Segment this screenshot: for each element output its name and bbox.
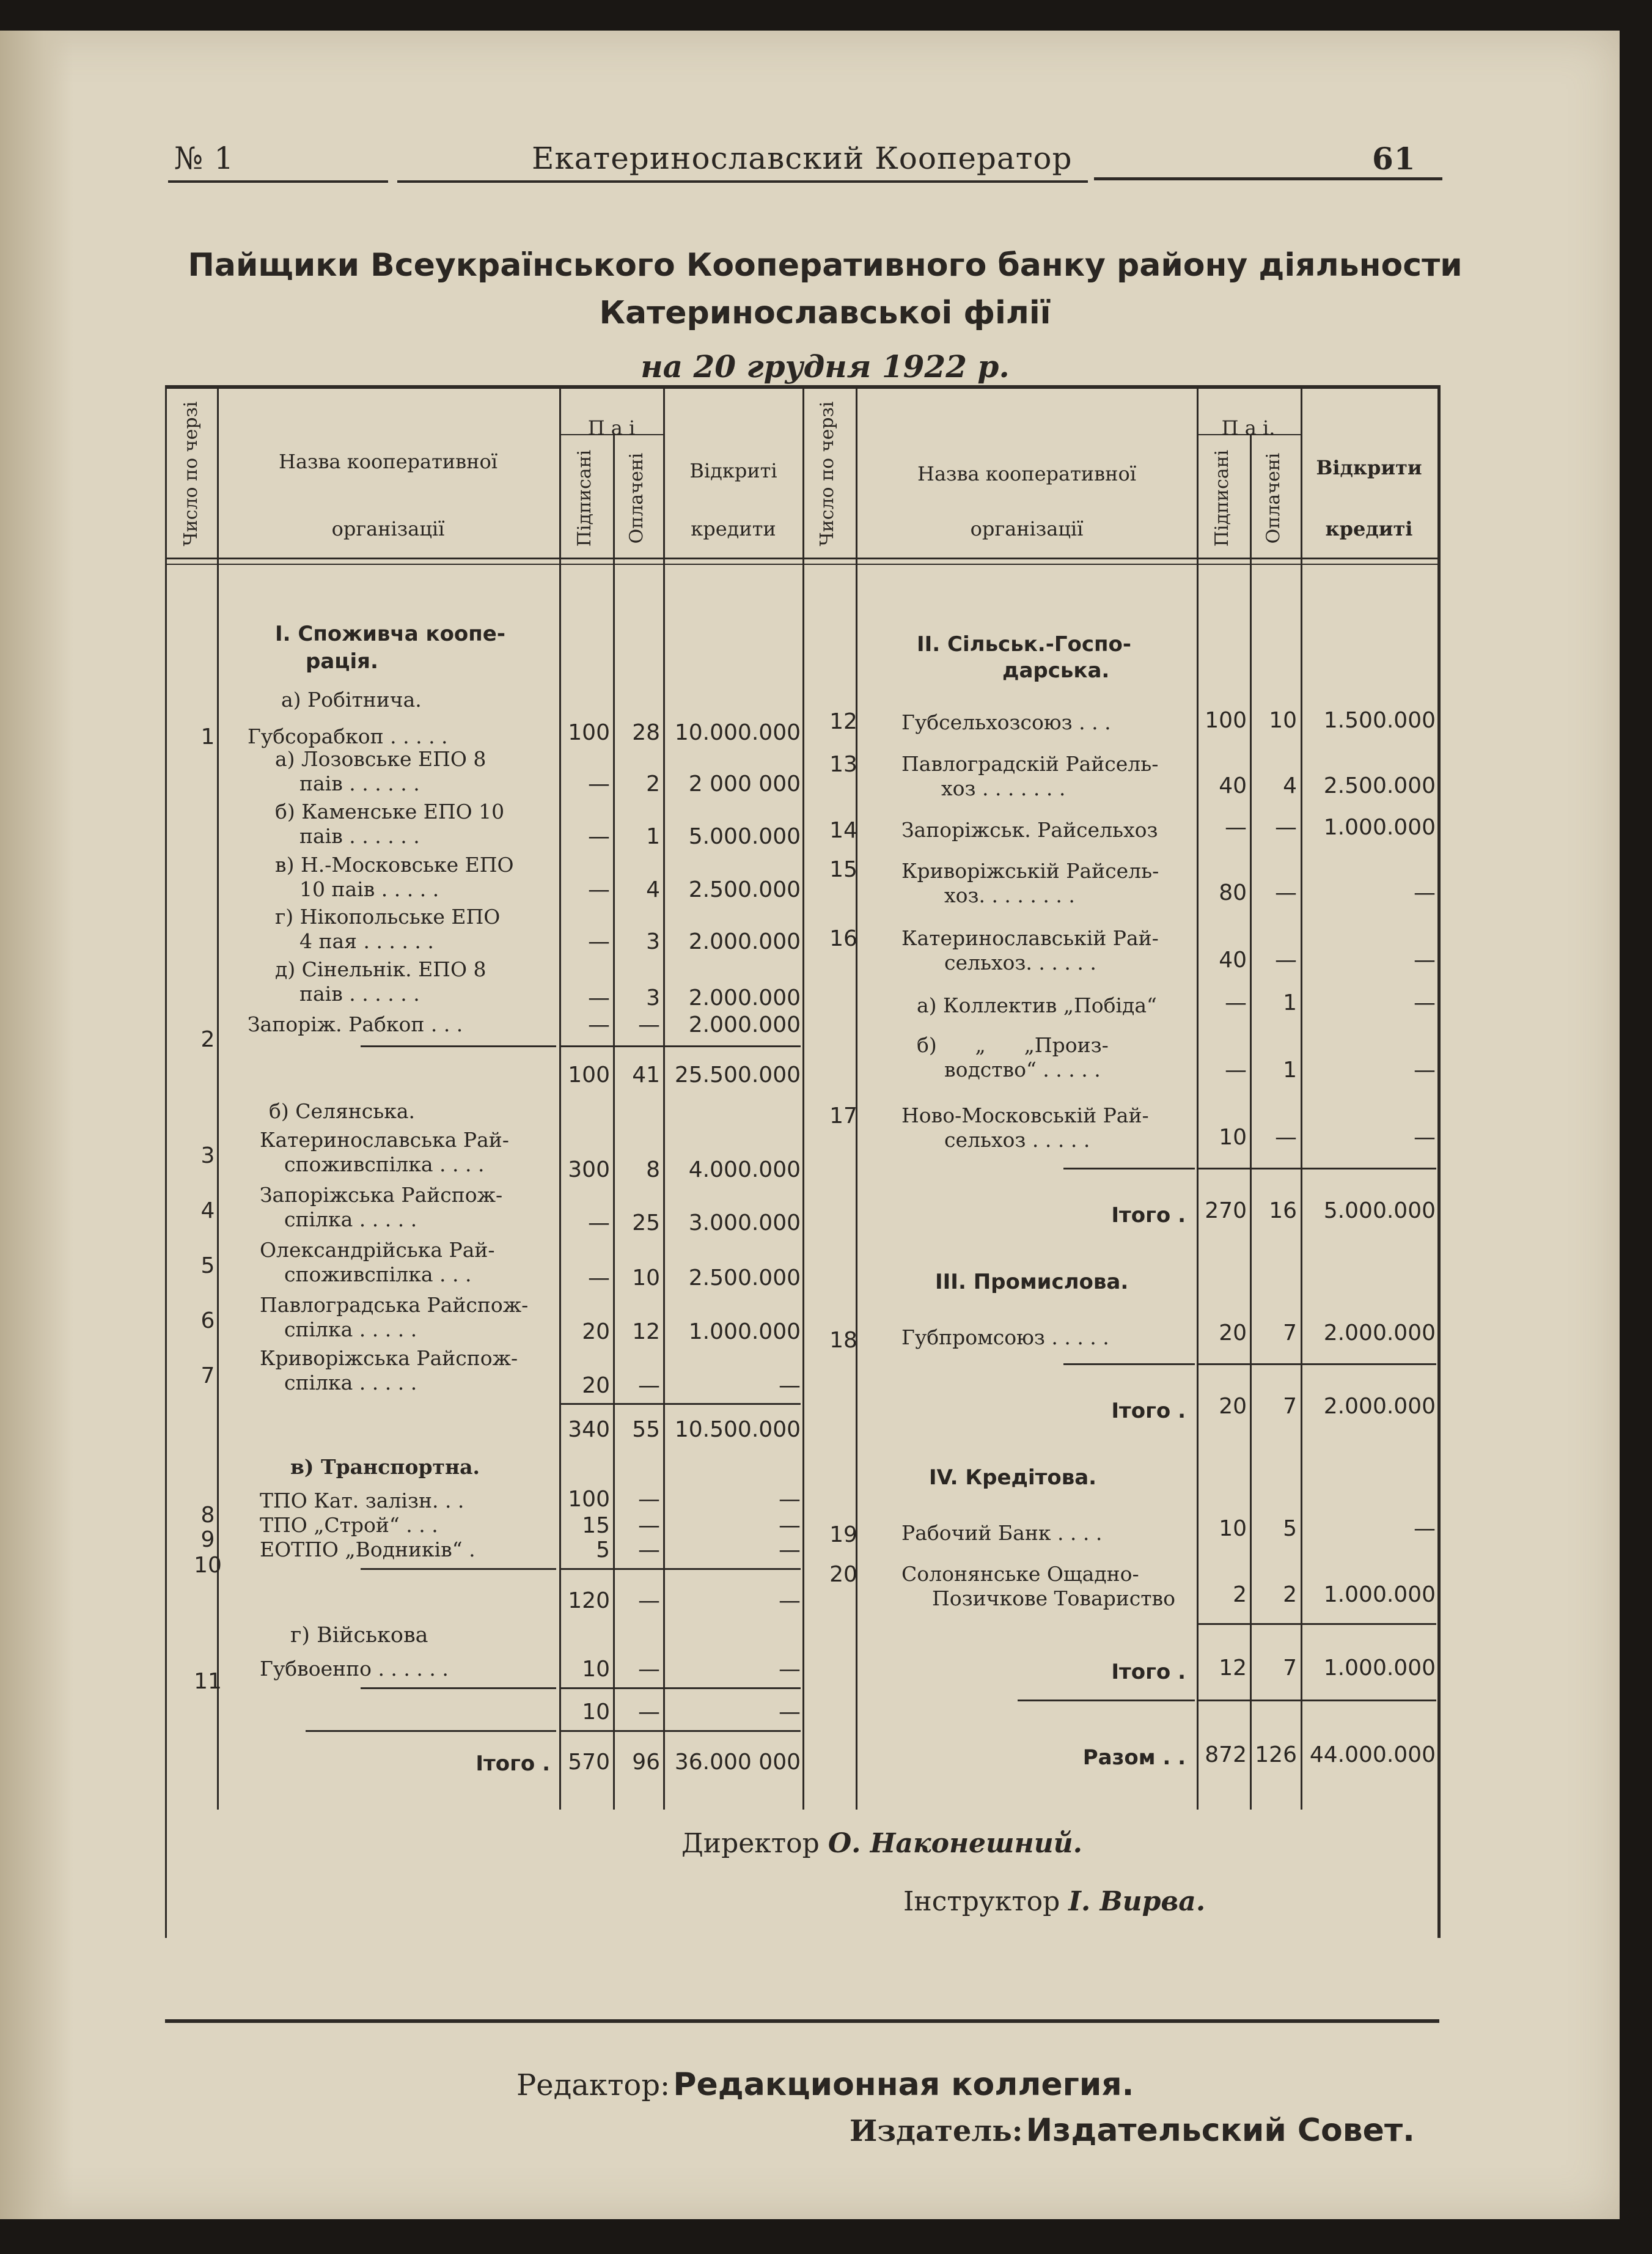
subtotal-paid: — — [638, 1588, 660, 1613]
grand-total-credits: 44.000.000 — [1309, 1742, 1436, 1767]
subtotal-subscribed: 340 — [568, 1417, 610, 1442]
org-name: Катеринославській Рай- — [901, 926, 1159, 950]
subsection-heading: г) Військова — [290, 1623, 428, 1648]
subtotal-credits: — — [779, 1588, 801, 1613]
org-name: споживспілка . . . . — [284, 1152, 485, 1176]
col-shares-header: П а і. — [1221, 416, 1276, 440]
publisher-name: Издательский Совет. — [1026, 2112, 1415, 2149]
total-label: Ітого . — [475, 1751, 550, 1776]
cell-subscribed: — — [588, 1210, 610, 1236]
subsection-heading: а) Робітнича. — [281, 688, 422, 712]
row-number: 7 — [200, 1363, 215, 1388]
col-num-header: Число по черзі — [817, 401, 838, 547]
row-number: 3 — [200, 1143, 215, 1168]
cell-credits: 1.500.000 — [1323, 708, 1436, 733]
total-rule — [1198, 1700, 1436, 1701]
subtotal-credits: 10.500.000 — [674, 1417, 801, 1442]
total-rule — [1063, 1363, 1195, 1365]
cell-subscribed: 80 — [1219, 880, 1247, 905]
subtotal-rule — [361, 1045, 556, 1047]
cell-paid: 4 — [646, 877, 660, 902]
page-spine-shadow — [0, 31, 73, 2219]
cell-credits: — — [779, 1513, 801, 1538]
cell-subscribed: 10 — [1219, 1125, 1247, 1150]
cell-credits: 2.000.000 — [688, 929, 801, 954]
cell-paid: — — [638, 1513, 660, 1538]
org-name: а) Лозовське ЕПО 8 — [275, 747, 486, 771]
director-signature — [681, 1828, 1082, 1859]
org-name: споживспілка . . . — [284, 1262, 472, 1286]
total-rule — [306, 1730, 556, 1732]
cell-credits: — — [1414, 1058, 1436, 1083]
cell-credits: 1.000.000 — [1323, 815, 1436, 840]
cell-credits: 2.000.000 — [688, 985, 801, 1011]
col-credits-header: Відкрити — [1316, 456, 1422, 479]
org-name: ЕОТПО „Водників“ . — [260, 1538, 475, 1561]
cell-subscribed: — — [588, 1012, 610, 1037]
cell-paid: — — [638, 1538, 660, 1563]
footer-rule — [165, 2019, 1439, 2023]
cell-paid: 12 — [632, 1319, 660, 1344]
section-heading: III. Промислова. — [935, 1270, 1129, 1294]
cell-paid: — — [638, 1373, 660, 1398]
total-rule — [1063, 1168, 1195, 1169]
row-number: 12 — [829, 709, 857, 734]
cell-credits: — — [1414, 1125, 1436, 1150]
cell-credits: 2 000 000 — [688, 772, 801, 797]
header-rule — [1094, 177, 1442, 180]
total-rule — [1198, 1623, 1436, 1625]
org-name: 4 пая . . . . . . — [299, 929, 434, 953]
subsection-heading: в) Транспортна. — [290, 1455, 480, 1479]
col-credits-header: кредиті — [1325, 517, 1413, 540]
org-name: б) Каменське ЕПО 10 — [275, 800, 505, 823]
subtotal-credits: — — [779, 1700, 801, 1725]
org-name: в) Н.-Московське ЕПО — [275, 853, 514, 877]
org-name: спілка . . . . . — [284, 1317, 417, 1341]
subtotal-paid: 41 — [632, 1063, 660, 1088]
cell-credits: 4.000.000 — [688, 1157, 801, 1182]
cell-paid: — — [1275, 948, 1297, 973]
cell-subscribed: 20 — [582, 1319, 610, 1344]
grand-total-paid: 126 — [1255, 1742, 1297, 1767]
org-name: Позичкове Товариство — [932, 1586, 1175, 1610]
cell-subscribed: — — [1225, 1058, 1247, 1083]
org-name: Павлоградська Райспож- — [260, 1293, 529, 1317]
cell-subscribed: 40 — [1219, 773, 1247, 798]
cell-paid: 10 — [632, 1265, 660, 1291]
org-name: а) Коллектив „Побіда“ — [917, 993, 1157, 1017]
subtotal-rule — [561, 1403, 801, 1405]
subtotal-rule — [561, 1687, 801, 1689]
subtotal-rule — [361, 1568, 556, 1570]
total-credits: 1.000.000 — [1323, 1656, 1436, 1681]
cell-paid: — — [1275, 1125, 1297, 1150]
total-paid: 7 — [1283, 1656, 1297, 1681]
row-number: 9 — [200, 1527, 215, 1552]
cell-credits: 2.500.000 — [688, 877, 801, 902]
cell-paid: 8 — [646, 1157, 660, 1182]
col-name-header: організації — [331, 517, 445, 540]
org-name: г) Нікопольське ЕПО — [275, 905, 501, 929]
org-name: Криворіжській Райсель- — [901, 859, 1159, 883]
cell-subscribed: — — [588, 985, 610, 1011]
cell-subscribed: 15 — [582, 1513, 610, 1538]
total-subscribed: 12 — [1219, 1656, 1247, 1681]
cell-credits: 2.000.000 — [1323, 1320, 1436, 1346]
org-name: Рабочий Банк . . . . — [901, 1521, 1103, 1545]
org-name: водство“ . . . . . — [944, 1058, 1101, 1081]
row-number: 5 — [200, 1253, 215, 1278]
col-rule — [802, 385, 804, 1810]
cell-credits: 5.000.000 — [688, 824, 801, 849]
cell-paid: 1 — [1283, 1058, 1297, 1083]
cell-subscribed: — — [588, 772, 610, 797]
total-paid: 16 — [1269, 1198, 1297, 1223]
cell-paid: — — [638, 1487, 660, 1512]
cell-paid: 2 — [1283, 1582, 1297, 1607]
cell-subscribed: 100 — [568, 1487, 610, 1512]
editor-name: Редакционная коллегия. — [673, 2066, 1134, 2103]
row-number: 6 — [200, 1308, 215, 1333]
editor-line — [516, 2066, 1134, 2103]
org-name: Запоріжська Райспож- — [260, 1183, 503, 1207]
org-name: Солонянське Ощадно- — [901, 1562, 1139, 1586]
row-number: 2 — [200, 1027, 215, 1052]
cell-subscribed: — — [1225, 990, 1247, 1015]
org-name: Криворіжська Райспож- — [260, 1346, 518, 1370]
cell-subscribed: 300 — [568, 1157, 610, 1182]
col-name-header: організації — [970, 517, 1084, 540]
org-name: сельхоз . . . . . — [944, 1128, 1090, 1152]
cell-credits: — — [1414, 990, 1436, 1015]
row-number: 18 — [829, 1328, 857, 1353]
cell-subscribed: 20 — [1219, 1320, 1247, 1346]
org-name: Ново-Московській Рай- — [901, 1103, 1149, 1127]
cell-subscribed: — — [1225, 815, 1247, 840]
total-credits: 2.000.000 — [1323, 1394, 1436, 1419]
col-paid-header: Оплачені — [1263, 452, 1284, 544]
cell-paid: — — [638, 1657, 660, 1682]
cell-subscribed: 20 — [582, 1373, 610, 1398]
cell-credits: — — [1414, 948, 1436, 973]
instructor-label: Інструктор — [903, 1886, 1060, 1917]
subsection-heading: б) Селянська. — [269, 1099, 416, 1123]
cell-subscribed: 10 — [582, 1657, 610, 1682]
cell-subscribed: 40 — [1219, 948, 1247, 973]
editor-label: Редактор: — [516, 2068, 670, 2102]
header-rule — [168, 180, 388, 183]
org-name: Запоріжськ. Райсельхоз — [901, 818, 1158, 842]
row-number: 10 — [194, 1553, 222, 1578]
cell-paid: 3 — [646, 929, 660, 954]
total-subscribed: 270 — [1205, 1198, 1247, 1223]
cell-paid: 3 — [646, 985, 660, 1011]
section-heading: I. Споживча коопе- — [275, 622, 505, 646]
director-name: О. Наконешний. — [828, 1828, 1082, 1859]
total-rule — [1198, 1363, 1436, 1365]
org-name: спілка . . . . . — [284, 1371, 417, 1394]
subtotal-rule — [561, 1045, 801, 1047]
subtotal-subscribed: 100 — [568, 1063, 610, 1088]
cell-paid: — — [638, 1012, 660, 1037]
row-number: 15 — [829, 857, 857, 882]
cell-subscribed: 10 — [1219, 1516, 1247, 1541]
row-number: 20 — [829, 1562, 857, 1587]
cell-paid: 5 — [1283, 1516, 1297, 1541]
cell-credits: — — [1414, 880, 1436, 905]
cell-credits: — — [779, 1373, 801, 1398]
publisher-line — [850, 2112, 1415, 2149]
total-rule — [561, 1730, 801, 1732]
page-number: 61 — [1372, 141, 1416, 177]
cell-subscribed: 100 — [568, 720, 610, 745]
org-name: Губвоенпо . . . . . . — [260, 1657, 449, 1681]
total-subscribed: 570 — [568, 1750, 610, 1775]
header-rule — [397, 180, 1088, 183]
org-name: паів . . . . . . — [299, 824, 420, 848]
total-label: Ітого . — [1111, 1399, 1186, 1423]
total-credits: 36.000 000 — [674, 1750, 801, 1775]
cell-credits: — — [779, 1657, 801, 1682]
cell-paid: — — [1275, 815, 1297, 840]
org-name: Катеринославська Рай- — [260, 1128, 509, 1152]
subtotal-rule — [561, 1568, 801, 1570]
page-subtitle: Катеринославськоі філії — [599, 295, 1051, 331]
subtotal-rule — [361, 1687, 556, 1689]
instructor-signature — [903, 1886, 1205, 1917]
page-title: Пайщики Всеукраїнського Кооперативного банку району діяльности — [188, 247, 1463, 284]
org-name: ТПО Кат. залізн. . . — [260, 1489, 464, 1512]
total-label: Ітого . — [1111, 1203, 1186, 1228]
org-name: Запоріж. Рабкоп . . . — [248, 1012, 463, 1036]
cell-credits: 3.000.000 — [688, 1210, 801, 1236]
cell-paid: — — [1275, 880, 1297, 905]
table-left-border — [165, 385, 167, 1938]
total-rule — [1018, 1700, 1195, 1701]
row-number: 4 — [200, 1198, 215, 1223]
cell-subscribed: — — [588, 1265, 610, 1291]
total-rule — [1198, 1168, 1436, 1169]
cell-subscribed: 100 — [1205, 708, 1247, 733]
subtotal-subscribed: 120 — [568, 1588, 610, 1613]
total-paid: 96 — [632, 1750, 660, 1775]
cell-paid: 2 — [646, 772, 660, 797]
subtotal-paid: 55 — [632, 1417, 660, 1442]
col-subscribed-header: Підписані — [1211, 449, 1233, 547]
cell-paid: 10 — [1269, 708, 1297, 733]
subtotal-credits: 25.500.000 — [674, 1063, 801, 1088]
org-name: Губсельхозсоюз . . . — [901, 710, 1111, 734]
col-paid-header: Оплачені — [626, 452, 647, 544]
total-label: Ітого . — [1111, 1660, 1186, 1684]
org-name: паів . . . . . . — [299, 982, 420, 1006]
cell-subscribed: — — [588, 929, 610, 954]
col-subscribed-header: Підписані — [574, 449, 595, 547]
col-shares-header: П а і — [587, 416, 636, 440]
cell-credits: 2.000.000 — [688, 1012, 801, 1037]
row-number: 1 — [200, 724, 215, 749]
row-number: 16 — [829, 926, 857, 951]
grand-total-subscribed: 872 — [1205, 1742, 1247, 1767]
org-name: Губпромсоюз . . . . . — [901, 1325, 1109, 1349]
org-name: 10 паів . . . . . — [299, 877, 439, 901]
section-heading: рація. — [306, 649, 378, 674]
org-name: сельхоз. . . . . . — [944, 951, 1096, 974]
org-name: спілка . . . . . — [284, 1207, 417, 1231]
total-subscribed: 20 — [1219, 1394, 1247, 1419]
row-number: 13 — [829, 752, 857, 777]
col-name-header: Назва кооперативної — [917, 462, 1136, 485]
cell-subscribed: — — [588, 824, 610, 849]
cell-credits: — — [779, 1487, 801, 1512]
cell-credits: 2.500.000 — [1323, 773, 1436, 798]
col-credits-header: Відкриті — [689, 459, 777, 482]
cell-paid: 7 — [1283, 1320, 1297, 1346]
cell-credits: — — [1414, 1516, 1436, 1541]
org-name: ТПО „Строй“ . . . — [260, 1513, 438, 1537]
org-name: Олександрійська Рай- — [260, 1238, 495, 1262]
cell-subscribed: — — [588, 877, 610, 902]
publisher-label: Издатель: — [850, 2114, 1023, 2148]
org-name: хоз . . . . . . . — [941, 776, 1066, 800]
row-number: 14 — [829, 818, 857, 843]
page — [0, 31, 1620, 2219]
cell-credits: 1.000.000 — [1323, 1582, 1436, 1607]
total-paid: 7 — [1283, 1394, 1297, 1419]
total-credits: 5.000.000 — [1323, 1198, 1436, 1223]
cell-paid: 25 — [632, 1210, 660, 1236]
subtotal-paid: — — [638, 1700, 660, 1725]
cell-credits: 10.000.000 — [674, 720, 801, 745]
row-number: 19 — [829, 1522, 857, 1547]
org-name: хоз. . . . . . . . — [944, 883, 1075, 907]
cell-credits: 2.500.000 — [688, 1265, 801, 1291]
col-num-header: Число по черзі — [180, 401, 202, 547]
issue-number: № 1 — [174, 141, 235, 176]
org-name: Губсорабкоп . . . . . — [248, 724, 448, 748]
cell-subscribed: 2 — [1233, 1582, 1247, 1607]
cell-credits: 1.000.000 — [688, 1319, 801, 1344]
cell-paid: 1 — [1283, 990, 1297, 1015]
section-heading: дарська. — [1002, 658, 1110, 683]
row-number: 11 — [194, 1669, 222, 1694]
grand-total-label: Разом . . — [1082, 1745, 1186, 1770]
section-heading: II. Сільськ.-Госпо- — [917, 632, 1131, 657]
org-name: Павлоградскій Райсель- — [901, 752, 1159, 776]
cell-subscribed: 5 — [596, 1538, 610, 1563]
instructor-name: І. Вирва. — [1068, 1886, 1206, 1917]
org-name: д) Сінельнік. ЕПО 8 — [275, 957, 486, 981]
journal-title: Екатеринославский Кооператор — [532, 141, 1073, 176]
cell-paid: 28 — [632, 720, 660, 745]
cell-paid: 4 — [1283, 773, 1297, 798]
row-number: 17 — [829, 1103, 857, 1129]
col-rule — [856, 385, 857, 1810]
section-heading: IV. Кредітова. — [929, 1465, 1097, 1490]
director-label: Директор — [681, 1828, 820, 1859]
col-name-header: Назва кооперативної — [279, 450, 497, 473]
col-credits-header: кредити — [691, 517, 776, 540]
org-name: паів . . . . . . — [299, 772, 420, 795]
col-rule — [217, 385, 219, 1810]
date-line: на 20 грудня 1922 р. — [641, 348, 1010, 385]
cell-credits: — — [779, 1538, 801, 1563]
org-name: б) „ „Произ- — [917, 1033, 1109, 1057]
subtotal-subscribed: 10 — [582, 1700, 610, 1725]
row-number: 8 — [200, 1503, 215, 1528]
cell-paid: 1 — [646, 824, 660, 849]
table-right-border — [1437, 385, 1441, 1938]
